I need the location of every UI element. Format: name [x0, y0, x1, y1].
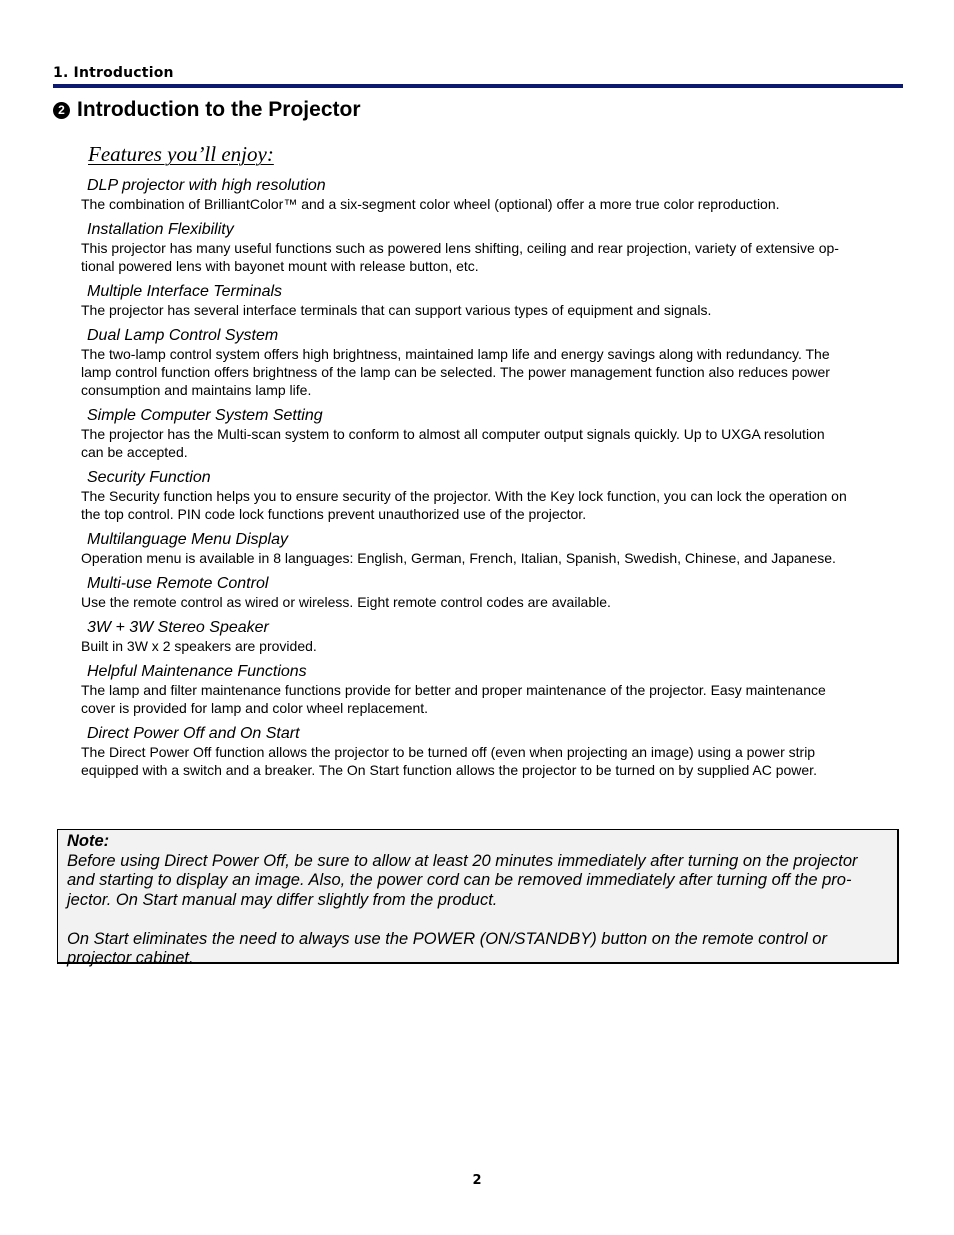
note-box — [57, 829, 899, 967]
feature-description: Operation menu is available in 8 languages: English, German, French, Italian, Spanish, Swedish, Chinese, and Japanese. — [81, 550, 836, 566]
feature-title: Dual Lamp Control System — [87, 327, 279, 344]
note-paragraph: Before using Direct Power Off, be sure to allow at least 20 minutes immediately after turning on the projector and starting to display an image. Also, the power cord can be removed immediately after turning off the pro- jector. On Start manual may differ slightly from the product. — [67, 851, 858, 909]
feature-description: Use the remote control as wired or wireless. Eight remote control codes are available. — [81, 594, 611, 610]
feature-item — [81, 407, 906, 461]
note-spacer — [67, 910, 897, 930]
feature-item — [81, 177, 906, 213]
header-rule — [53, 84, 903, 88]
feature-title: Multilanguage Menu Display — [87, 531, 288, 548]
note-label: Note: — [67, 832, 110, 850]
feature-title: Multi-use Remote Control — [87, 575, 269, 592]
feature-description: Built in 3W x 2 speakers are provided. — [81, 638, 317, 654]
feature-description: The projector has several interface terminals that can support various types of equipment and signals. — [81, 302, 712, 318]
feature-item — [81, 531, 906, 567]
feature-title: Multiple Interface Terminals — [87, 283, 283, 300]
section-title — [53, 98, 361, 122]
feature-description: The lamp and filter maintenance functions provide for better and proper maintenance of the projector. Easy maintenance cover is provided for lamp and color wheel replacement. — [81, 682, 826, 716]
feature-item — [81, 663, 906, 717]
feature-item — [81, 469, 906, 523]
feature-item — [81, 283, 906, 319]
feature-description: The Security function helps you to ensure security of the projector. With the Key lock function, you can lock the operation on the top control. PIN code lock functions prevent unauthorized use of the projector. — [81, 488, 847, 522]
feature-item — [81, 619, 906, 655]
feature-description: This projector has many useful functions such as powered lens shifting, ceiling and rear projection, variety of extensive op- tional powered lens with bayonet mount with release button, etc. — [81, 240, 839, 274]
feature-item — [81, 575, 906, 611]
section-title-text: Introduction to the Projector — [77, 98, 361, 121]
running-header: 1. Introduction — [53, 65, 174, 81]
feature-description: The Direct Power Off function allows the projector to be turned off (even when projecting an image) using a power strip equipped with a switch and a breaker. The On Start function allows the projector to be turned on by supplied AC power. — [81, 744, 817, 778]
feature-title: Installation Flexibility — [87, 221, 234, 238]
feature-title: Direct Power Off and On Start — [87, 725, 300, 742]
feature-title: Simple Computer System Setting — [87, 407, 323, 424]
feature-item — [81, 327, 906, 399]
feature-title: 3W + 3W Stereo Speaker — [87, 619, 269, 636]
feature-title: DLP projector with high resolution — [87, 177, 326, 194]
page-number: 2 — [472, 1173, 482, 1188]
feature-item — [81, 725, 906, 779]
feature-description: The combination of BrilliantColor™ and a six-segment color wheel (optional) offer a more true color reproduction. — [81, 196, 780, 212]
feature-description: The two-lamp control system offers high brightness, maintained lamp life and energy savings along with redundancy. The lamp control function offers brightness of the lamp can be selected. The power management function also reduces power consumption and maintains lamp life. — [81, 346, 830, 398]
circled-number-icon: 2 — [53, 102, 70, 119]
note-paragraph: On Start eliminates the need to always use the POWER (ON/STANDBY) button on the remote control or projector cabinet. — [67, 929, 827, 967]
feature-title: Security Function — [87, 469, 211, 486]
feature-description: The projector has the Multi-scan system to conform to almost all computer output signals quickly. Up to UXGA resolution can be accepted. — [81, 426, 825, 460]
features-list — [81, 177, 906, 787]
feature-title: Helpful Maintenance Functions — [87, 663, 307, 680]
feature-item — [81, 221, 906, 275]
features-heading: Features you’ll enjoy: — [88, 142, 274, 166]
